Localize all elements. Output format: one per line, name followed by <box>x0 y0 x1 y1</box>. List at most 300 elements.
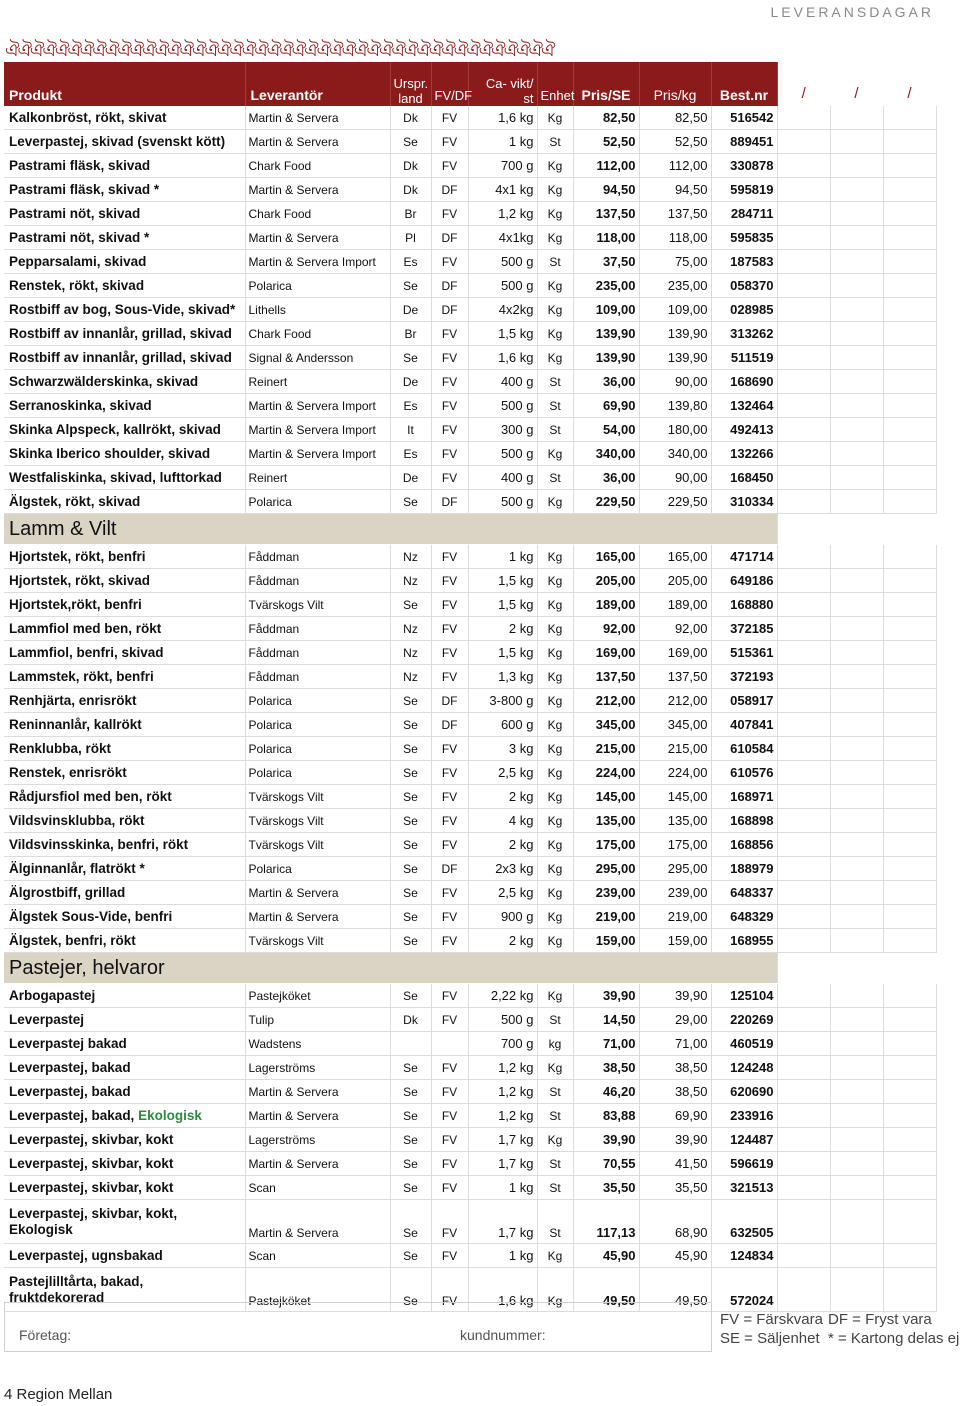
delivery-quantity-cell[interactable] <box>777 929 830 953</box>
table-row <box>4 466 936 490</box>
price-per-unit-text: 118,00 <box>596 230 636 245</box>
delivery-quantity-cell[interactable] <box>830 1128 883 1152</box>
delivery-quantity-cell[interactable] <box>830 641 883 665</box>
price-per-unit-text: 137,50 <box>595 669 636 684</box>
product-name <box>4 202 245 226</box>
delivery-quantity-cell[interactable] <box>883 1176 936 1200</box>
order-number-text: 168450 <box>730 470 774 485</box>
order-number-text: 407841 <box>730 717 774 732</box>
supplier-text: Chark Food <box>248 326 312 341</box>
fresh-frozen <box>431 569 468 593</box>
delivery-quantity-cell[interactable] <box>830 346 883 370</box>
delivery-quantity-cell[interactable] <box>777 202 830 226</box>
price-per-kg <box>639 665 711 689</box>
delivery-quantity-cell[interactable] <box>830 713 883 737</box>
delivery-quantity-cell[interactable] <box>777 1128 830 1152</box>
delivery-quantity-cell[interactable] <box>883 1152 936 1176</box>
delivery-quantity-cell[interactable] <box>830 1244 883 1268</box>
price-per-kg-text: 38,50 <box>674 1084 708 1099</box>
price-per-unit <box>573 1152 639 1176</box>
delivery-quantity-cell[interactable] <box>883 1128 936 1152</box>
supplier <box>245 545 390 569</box>
price-per-unit <box>573 202 639 226</box>
origin-country <box>390 106 431 130</box>
delivery-quantity-cell[interactable] <box>777 984 830 1008</box>
approx-weight-text: 1,3 kg <box>498 669 534 684</box>
fresh-frozen <box>431 665 468 689</box>
order-number-text: 321513 <box>730 1180 774 1195</box>
price-per-kg-text: 205,00 <box>667 573 708 588</box>
product-name <box>4 593 245 617</box>
product-name <box>4 178 245 202</box>
fresh-frozen <box>431 130 468 154</box>
delivery-quantity-cell[interactable] <box>777 298 830 322</box>
price-per-unit <box>573 226 639 250</box>
delivery-quantity-cell[interactable] <box>830 1176 883 1200</box>
delivery-quantity-cell[interactable] <box>883 881 936 905</box>
order-number-text: 471714 <box>730 549 774 564</box>
delivery-quantity-cell[interactable] <box>830 1200 883 1244</box>
delivery-quantity-cell[interactable] <box>830 761 883 785</box>
price-per-kg-text: 224,00 <box>667 765 708 780</box>
product-name <box>4 984 245 1008</box>
supplier-text: Fåddman <box>248 573 300 588</box>
delivery-quantity-cell[interactable] <box>777 1152 830 1176</box>
delivery-quantity-cell[interactable] <box>777 154 830 178</box>
price-per-unit-text: 94,50 <box>602 182 636 197</box>
delivery-quantity-cell[interactable] <box>777 1008 830 1032</box>
delivery-quantity-cell[interactable] <box>777 617 830 641</box>
supplier-text: Martin & Servera Import <box>248 446 376 461</box>
order-number <box>711 1056 777 1080</box>
price-per-unit <box>573 130 639 154</box>
price-per-unit <box>573 617 639 641</box>
delivery-quantity-cell[interactable] <box>777 641 830 665</box>
unit <box>537 274 573 298</box>
delivery-quantity-cell[interactable] <box>830 984 883 1008</box>
approx-weight-text: 400 g <box>500 470 534 485</box>
delivery-quantity-cell[interactable] <box>830 106 883 130</box>
origin-country-text: Nz <box>403 645 418 660</box>
unit <box>537 1176 573 1200</box>
order-number-text: 168898 <box>730 813 774 828</box>
order-number <box>711 809 777 833</box>
price-per-kg-text: 212,00 <box>667 693 708 708</box>
delivery-quantity-cell[interactable] <box>830 569 883 593</box>
unit-text: Kg <box>547 813 563 828</box>
delivery-quantity-cell[interactable] <box>830 833 883 857</box>
delivery-quantity-cell[interactable] <box>777 857 830 881</box>
supplier-text: Tvärskogs Vilt <box>248 597 324 612</box>
fresh-frozen <box>431 298 468 322</box>
fresh-frozen <box>431 226 468 250</box>
price-per-kg-text: 169,00 <box>667 645 708 660</box>
unit-text: Kg <box>547 669 563 684</box>
approx-weight-text: 2 kg <box>508 837 534 852</box>
approx-weight-text: 500 g <box>500 494 534 509</box>
order-number <box>711 1176 777 1200</box>
delivery-quantity-cell[interactable] <box>777 490 830 514</box>
delivery-quantity-cell[interactable] <box>830 298 883 322</box>
order-number-text: 649186 <box>730 573 774 588</box>
delivery-quantity-cell[interactable] <box>830 274 883 298</box>
delivery-quantity-cell[interactable] <box>777 1104 830 1128</box>
delivery-quantity-cell[interactable] <box>883 1056 936 1080</box>
fresh-frozen-text: FV <box>441 374 458 389</box>
delivery-quantity-cell[interactable] <box>883 394 936 418</box>
product-name-text: Hjortstek, rökt, skivad <box>9 572 151 588</box>
fresh-frozen <box>431 905 468 929</box>
delivery-quantity-cell[interactable] <box>830 130 883 154</box>
delivery-quantity-cell[interactable] <box>777 569 830 593</box>
price-per-unit-text: 36,00 <box>602 470 636 485</box>
delivery-quantity-cell[interactable] <box>830 1008 883 1032</box>
fresh-frozen <box>431 250 468 274</box>
product-name-text: Rostbiff av innanlår, grillad, skivad <box>9 349 232 365</box>
delivery-quantity-cell[interactable] <box>777 1080 830 1104</box>
delivery-quantity-cell[interactable] <box>830 250 883 274</box>
delivery-quantity-cell[interactable] <box>777 785 830 809</box>
delivery-quantity-cell[interactable] <box>883 641 936 665</box>
price-per-kg <box>639 106 711 130</box>
unit <box>537 617 573 641</box>
unit <box>537 857 573 881</box>
approx-weight <box>468 130 537 154</box>
delivery-quantity-cell[interactable] <box>883 1104 936 1128</box>
product-name-text: Hjortstek,rökt, benfri <box>9 596 142 612</box>
delivery-quantity-cell[interactable] <box>830 490 883 514</box>
delivery-quantity-cell[interactable] <box>830 857 883 881</box>
delivery-quantity-cell[interactable] <box>883 490 936 514</box>
approx-weight-text: 1 kg <box>508 1180 534 1195</box>
fresh-frozen-text: FV <box>441 597 458 612</box>
delivery-quantity-cell[interactable] <box>883 1268 936 1312</box>
delivery-quantity-cell[interactable] <box>777 346 830 370</box>
product-name-text: Älgstek, rökt, skivad <box>9 493 141 509</box>
approx-weight-text: 500 g <box>500 398 534 413</box>
delivery-quantity-cell[interactable] <box>777 1268 830 1312</box>
unit-text: Kg <box>547 861 563 876</box>
delivery-quantity-cell[interactable] <box>777 322 830 346</box>
delivery-quantity-cell[interactable] <box>883 1244 936 1268</box>
unit <box>537 346 573 370</box>
table-row <box>4 1032 936 1056</box>
unit <box>537 689 573 713</box>
price-per-unit-text: 37,50 <box>602 254 636 269</box>
approx-weight-text: 700 g <box>500 1036 534 1051</box>
order-number <box>711 466 777 490</box>
unit-text: Kg <box>547 494 563 509</box>
approx-weight-text: 2x3 kg <box>495 861 534 876</box>
delivery-quantity-cell[interactable] <box>777 689 830 713</box>
delivery-quantity-cell[interactable] <box>777 737 830 761</box>
delivery-quantity-cell[interactable] <box>830 466 883 490</box>
origin-country <box>390 665 431 689</box>
supplier <box>245 490 390 514</box>
price-per-unit <box>573 1008 639 1032</box>
delivery-quantity-cell[interactable] <box>830 226 883 250</box>
delivery-quantity-cell[interactable] <box>777 545 830 569</box>
delivery-quantity-cell[interactable] <box>883 178 936 202</box>
fresh-frozen-text: FV <box>441 326 458 341</box>
price-per-kg-text: 52,50 <box>674 134 708 149</box>
delivery-quantity-cell[interactable] <box>830 418 883 442</box>
unit <box>537 1008 573 1032</box>
delivery-quantity-cell[interactable] <box>830 737 883 761</box>
delivery-quantity-cell[interactable] <box>883 737 936 761</box>
delivery-quantity-cell[interactable] <box>777 593 830 617</box>
table-row <box>4 881 936 905</box>
delivery-quantity-cell[interactable] <box>830 1056 883 1080</box>
approx-weight-text: 700 g <box>500 158 534 173</box>
price-per-unit <box>573 442 639 466</box>
delivery-quantity-cell[interactable] <box>883 617 936 641</box>
price-per-kg <box>639 226 711 250</box>
price-per-kg-text: 29,00 <box>674 1012 708 1027</box>
price-per-kg-text: 180,00 <box>667 422 708 437</box>
order-number <box>711 593 777 617</box>
origin-country <box>390 617 431 641</box>
delivery-quantity-cell[interactable] <box>830 1152 883 1176</box>
fresh-frozen-text: FV <box>441 933 458 948</box>
approx-weight-text: 1,6 kg <box>498 350 534 365</box>
delivery-quantity-cell[interactable] <box>883 1008 936 1032</box>
delivery-quantity-cell[interactable] <box>830 1268 883 1312</box>
approx-weight-text: 400 g <box>500 374 534 389</box>
delivery-quantity-cell[interactable] <box>830 1104 883 1128</box>
table-row <box>4 984 936 1008</box>
price-per-kg <box>639 761 711 785</box>
delivery-quantity-cell[interactable] <box>883 857 936 881</box>
delivery-quantity-cell[interactable] <box>830 154 883 178</box>
delivery-quantity-cell[interactable] <box>883 545 936 569</box>
price-per-unit <box>573 761 639 785</box>
approx-weight-text: 1,5 kg <box>498 326 534 341</box>
delivery-quantity-cell[interactable] <box>883 833 936 857</box>
delivery-quantity-cell[interactable] <box>777 905 830 929</box>
delivery-quantity-cell[interactable] <box>883 569 936 593</box>
unit-text: Kg <box>547 573 563 588</box>
order-number <box>711 1200 777 1244</box>
delivery-quantity-cell[interactable] <box>883 322 936 346</box>
delivery-quantity-cell[interactable] <box>883 130 936 154</box>
delivery-quantity-cell[interactable] <box>883 689 936 713</box>
delivery-quantity-cell[interactable] <box>883 785 936 809</box>
delivery-quantity-cell[interactable] <box>883 202 936 226</box>
price-per-unit <box>573 833 639 857</box>
delivery-quantity-cell[interactable] <box>777 881 830 905</box>
col-delivery-1: / <box>777 62 830 106</box>
delivery-quantity-cell[interactable] <box>830 929 883 953</box>
delivery-quantity-cell[interactable] <box>883 1200 936 1244</box>
delivery-quantity-cell[interactable] <box>883 298 936 322</box>
supplier-text: Martin & Servera Import <box>248 422 376 437</box>
delivery-quantity-cell[interactable] <box>830 593 883 617</box>
fresh-frozen <box>431 346 468 370</box>
delivery-quantity-cell[interactable] <box>777 394 830 418</box>
delivery-quantity-cell[interactable] <box>883 984 936 1008</box>
delivery-quantity-cell[interactable] <box>883 370 936 394</box>
delivery-quantity-cell[interactable] <box>883 442 936 466</box>
delivery-quantity-cell[interactable] <box>777 1244 830 1268</box>
origin-country-text: Se <box>403 693 418 708</box>
delivery-quantity-cell[interactable] <box>883 154 936 178</box>
delivery-quantity-cell[interactable] <box>830 178 883 202</box>
order-number <box>711 785 777 809</box>
fresh-frozen-text: FV <box>441 573 458 588</box>
delivery-quantity-cell[interactable] <box>830 1032 883 1056</box>
origin-country-text: Se <box>403 837 418 852</box>
origin-country-text: Se <box>403 1180 418 1195</box>
price-per-unit-text: 219,00 <box>595 909 636 924</box>
order-number <box>711 569 777 593</box>
delivery-quantity-cell[interactable] <box>830 689 883 713</box>
price-per-kg <box>639 617 711 641</box>
product-name <box>4 130 245 154</box>
fresh-frozen-text: DF <box>441 717 458 732</box>
delivery-quantity-cell[interactable] <box>777 418 830 442</box>
product-name <box>4 569 245 593</box>
delivery-quantity-cell[interactable] <box>830 905 883 929</box>
table-row <box>4 250 936 274</box>
order-number-text: 595835 <box>730 230 774 245</box>
unit <box>537 202 573 226</box>
supplier <box>245 984 390 1008</box>
delivery-quantity-cell[interactable] <box>883 466 936 490</box>
delivery-quantity-cell[interactable] <box>777 274 830 298</box>
delivery-quantity-cell[interactable] <box>830 202 883 226</box>
price-per-kg <box>639 641 711 665</box>
delivery-quantity-cell[interactable] <box>830 394 883 418</box>
delivery-quantity-cell[interactable] <box>830 665 883 689</box>
delivery-quantity-cell[interactable] <box>883 761 936 785</box>
delivery-quantity-cell[interactable] <box>777 809 830 833</box>
delivery-quantity-cell[interactable] <box>883 593 936 617</box>
delivery-quantity-cell[interactable] <box>777 1032 830 1056</box>
price-per-unit <box>573 1104 639 1128</box>
delivery-quantity-cell[interactable] <box>777 665 830 689</box>
delivery-quantity-cell[interactable] <box>830 785 883 809</box>
price-per-unit <box>573 593 639 617</box>
delivery-quantity-cell[interactable] <box>883 1080 936 1104</box>
price-per-unit-text: 71,00 <box>602 1036 636 1051</box>
unit <box>537 929 573 953</box>
price-per-kg-text: 92,00 <box>674 621 708 636</box>
fresh-frozen-text: FV <box>441 422 458 437</box>
delivery-quantity-cell[interactable] <box>830 617 883 641</box>
approx-weight <box>468 370 537 394</box>
fresh-frozen-text: DF <box>441 693 458 708</box>
delivery-quantity-cell[interactable] <box>883 929 936 953</box>
delivery-quantity-cell[interactable] <box>883 665 936 689</box>
delivery-quantity-cell[interactable] <box>777 1176 830 1200</box>
delivery-quantity-cell[interactable] <box>883 226 936 250</box>
product-name-text: Lammstek, rökt, benfri <box>9 668 154 684</box>
delivery-quantity-cell[interactable] <box>777 130 830 154</box>
delivery-quantity-cell[interactable] <box>830 442 883 466</box>
approx-weight-text: 3 kg <box>508 741 534 756</box>
product-name-text: Lammfiol med ben, rökt <box>9 620 162 636</box>
price-per-unit-text: 38,50 <box>602 1060 636 1075</box>
price-per-kg <box>639 1200 711 1244</box>
approx-weight <box>468 665 537 689</box>
delivery-quantity-cell[interactable] <box>883 1032 936 1056</box>
unit <box>537 984 573 1008</box>
delivery-quantity-cell[interactable] <box>830 545 883 569</box>
approx-weight-text: 1,6 kg <box>498 1293 534 1308</box>
delivery-quantity-cell[interactable] <box>830 1080 883 1104</box>
delivery-quantity-cell[interactable] <box>883 274 936 298</box>
fresh-frozen <box>431 442 468 466</box>
price-per-unit <box>573 466 639 490</box>
delivery-quantity-cell[interactable] <box>830 370 883 394</box>
approx-weight <box>468 1008 537 1032</box>
product-name <box>4 737 245 761</box>
delivery-quantity-cell[interactable] <box>777 1200 830 1244</box>
delivery-quantity-cell[interactable] <box>883 346 936 370</box>
delivery-quantity-cell[interactable] <box>883 106 936 130</box>
delivery-quantity-cell[interactable] <box>777 713 830 737</box>
order-number <box>711 370 777 394</box>
delivery-quantity-cell[interactable] <box>830 322 883 346</box>
order-number-text: 372185 <box>730 621 774 636</box>
table-row <box>4 274 936 298</box>
unit-text: Kg <box>547 909 563 924</box>
product-name <box>4 857 245 881</box>
col-delivery-2: / <box>830 62 883 106</box>
fresh-frozen-text: FV <box>441 158 458 173</box>
fresh-frozen <box>431 466 468 490</box>
approx-weight <box>468 154 537 178</box>
delivery-quantity-cell[interactable] <box>777 106 830 130</box>
delivery-quantity-cell[interactable] <box>883 905 936 929</box>
delivery-quantity-cell[interactable] <box>777 178 830 202</box>
delivery-quantity-cell[interactable] <box>777 833 830 857</box>
delivery-quantity-cell[interactable] <box>883 809 936 833</box>
supplier-text: Martin & Servera <box>248 110 339 125</box>
order-number <box>711 1104 777 1128</box>
approx-weight <box>468 689 537 713</box>
unit-text: Kg <box>547 837 563 852</box>
delivery-quantity-cell[interactable] <box>777 370 830 394</box>
delivery-quantity-cell[interactable] <box>777 250 830 274</box>
supplier-text: Martin & Servera <box>248 182 339 197</box>
unit-text: Kg <box>547 1132 563 1147</box>
table-row <box>4 154 936 178</box>
table-row <box>4 1176 936 1200</box>
delivery-quantity-cell[interactable] <box>883 713 936 737</box>
delivery-quantity-cell[interactable] <box>777 761 830 785</box>
origin-country-text: Se <box>403 1248 418 1263</box>
delivery-quantity-cell[interactable] <box>830 809 883 833</box>
delivery-quantity-cell[interactable] <box>777 442 830 466</box>
origin-country <box>390 1152 431 1176</box>
product-name <box>4 226 245 250</box>
approx-weight <box>468 881 537 905</box>
origin-country-text: De <box>402 374 419 389</box>
delivery-quantity-cell[interactable] <box>777 226 830 250</box>
supplier <box>245 1200 390 1244</box>
fresh-frozen-text: FV <box>441 350 458 365</box>
table-row <box>4 545 936 569</box>
delivery-quantity-cell[interactable] <box>830 881 883 905</box>
delivery-quantity-cell[interactable] <box>777 466 830 490</box>
unit-text: St <box>549 374 561 389</box>
delivery-quantity-cell[interactable] <box>883 418 936 442</box>
delivery-quantity-cell[interactable] <box>777 1056 830 1080</box>
delivery-quantity-cell[interactable] <box>883 250 936 274</box>
unit-text: Kg <box>547 326 563 341</box>
